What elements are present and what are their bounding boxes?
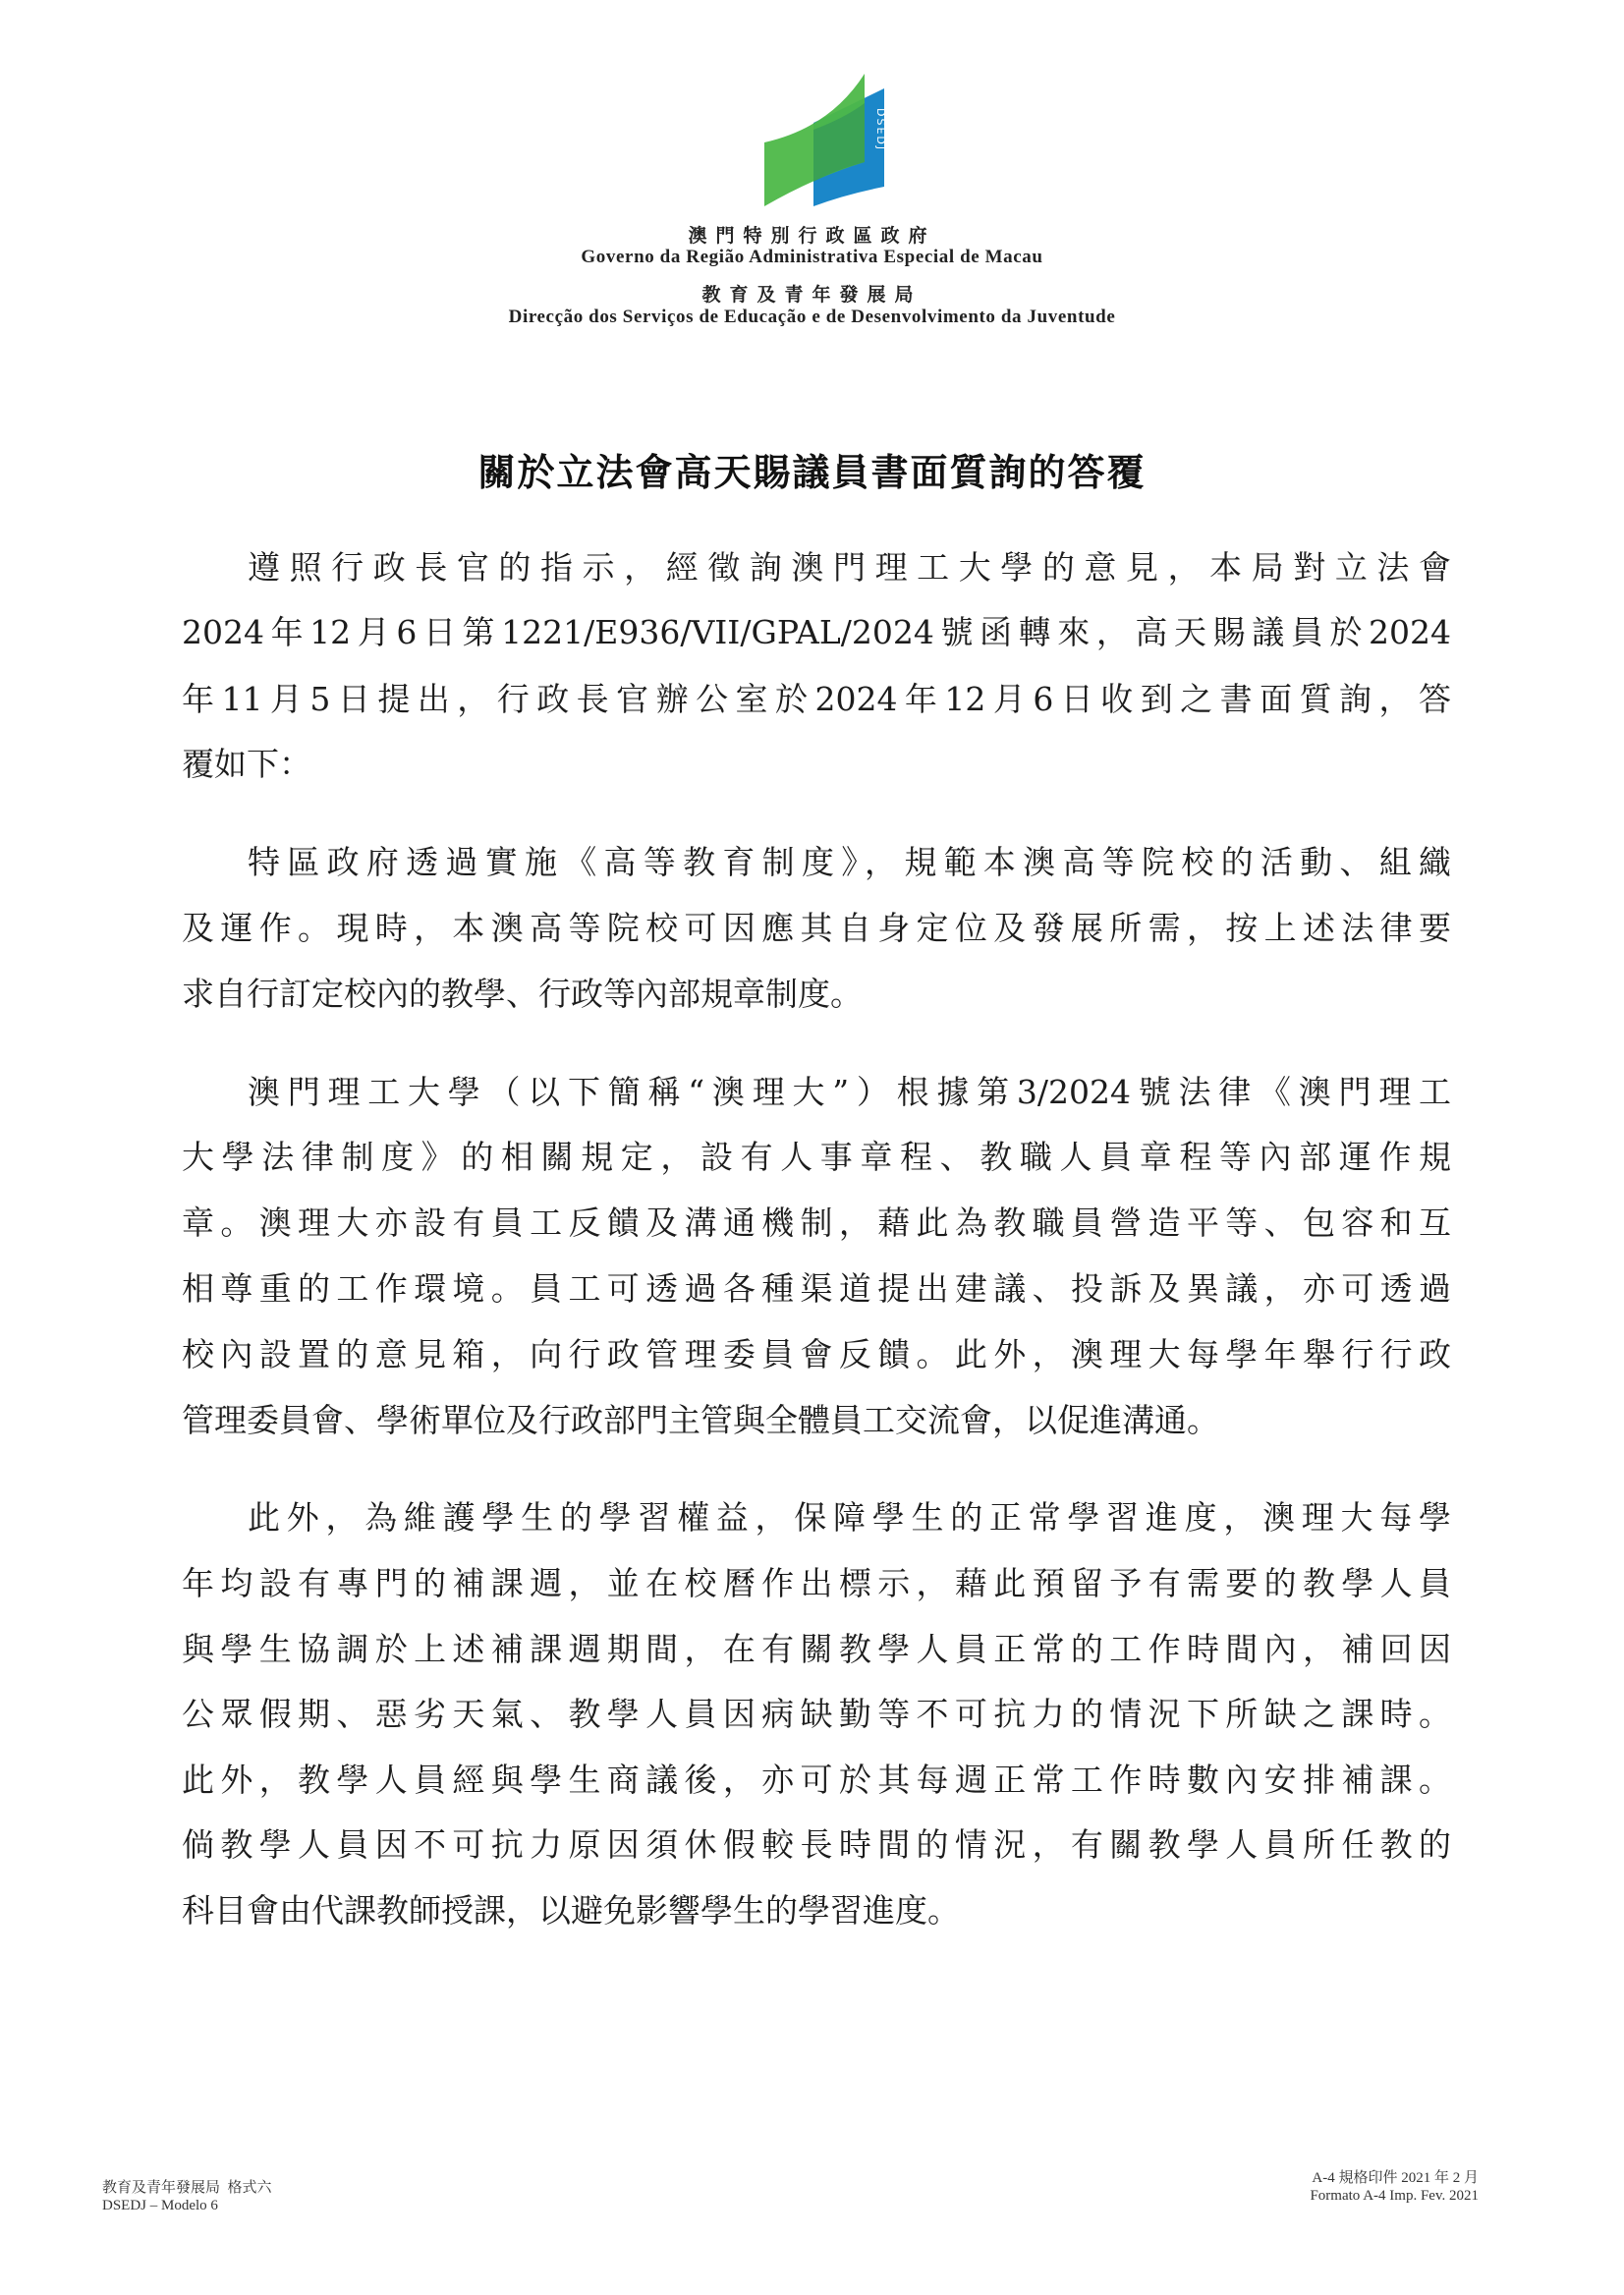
department-name-pt: Direcção dos Serviços de Educação e de Desenvolvimento da Juventude	[508, 307, 1116, 327]
footer-print-format-pt: Formato A-4 Imp. Fev. 2021	[1310, 2188, 1479, 2204]
government-name-pt: Governo da Região Administrativa Especial de Macau	[581, 247, 1043, 267]
paragraph-line: 公眾假期、惡劣天氣、教學人員因病缺勤等不可抗力的情況下所缺之課時。	[182, 1695, 1451, 1733]
logo-text: DSEDJ	[874, 108, 887, 152]
dsedj-logo	[756, 69, 904, 211]
paragraph-line: 年11月5日提出，行政長官辦公室於2024年12月6日收到之書面質詢，答	[182, 680, 1451, 718]
paragraph-line: 覆如下：	[182, 745, 311, 783]
paragraph-line: 管理委員會、學術單位及行政部門主管與全體員工交流會，以促進溝通。	[182, 1401, 1219, 1439]
footer-print-format-zh: A-4 規格印件 2021 年 2 月	[1312, 2170, 1479, 2186]
paragraph-line: 遵照行政長官的指示，經徵詢澳門理工大學的意見，本局對立法會	[248, 548, 1451, 587]
logo-graphic-icon	[756, 69, 904, 211]
government-name-zh: 澳門特別行政區政府	[688, 225, 936, 247]
footer-form-model-zh: 教育及青年發展局 格式六	[102, 2180, 272, 2196]
document-title: 關於立法會高天賜議員書面質詢的答覆	[477, 450, 1147, 494]
paragraph-line: 及運作。現時，本澳高等院校可因應其自身定位及發展所需，按上述法律要	[182, 909, 1451, 947]
paragraph-line: 此外，為維護學生的學習權益，保障學生的正常學習進度，澳理大每學	[248, 1498, 1451, 1537]
paragraph-line: 大學法律制度》的相關規定，設有人事章程、教職人員章程等內部運作規	[182, 1138, 1451, 1176]
paragraph-line: 2024年12月6日第1221/E936/VII/GPAL/2024號函轉來，高天賜議員於2024	[182, 613, 1451, 651]
paragraph-line: 澳門理工大學（以下簡稱“澳理大”）根據第3/2024號法律《澳門理工	[248, 1073, 1451, 1111]
paragraph-line: 章。澳理大亦設有員工反饋及溝通機制，藉此為教職員營造平等、包容和互	[182, 1203, 1451, 1242]
footer-print-format	[1310, 2169, 1479, 2205]
paragraph-line: 特區政府透過實施《高等教育制度》，規範本澳高等院校的活動、組織	[248, 843, 1451, 881]
footer-form-model-pt: DSEDJ – Modelo 6	[102, 2198, 218, 2213]
paragraph-line: 科目會由代課教師授課，以避免影響學生的學習進度。	[182, 1891, 960, 1930]
paragraph-line: 年均設有專門的補課週，並在校曆作出標示，藉此預留予有需要的教學人員	[182, 1564, 1451, 1602]
paragraph-line: 校內設置的意見箱，向行政管理委員會反饋。此外，澳理大每學年舉行行政	[182, 1335, 1451, 1373]
paragraph-line: 與學生協調於上述補課週期間，在有關教學人員正常的工作時間內，補回因	[182, 1630, 1451, 1668]
paragraph-line: 相尊重的工作環境。員工可透過各種渠道提出建議、投訴及異議，亦可透過	[182, 1269, 1451, 1308]
paragraph-line: 此外，教學人員經與學生商議後，亦可於其每週正常工作時數內安排補課。	[182, 1761, 1451, 1799]
paragraph-line: 倘教學人員因不可抗力原因須休假較長時間的情況，有關教學人員所任教的	[182, 1825, 1451, 1864]
paragraph-line: 求自行訂定校內的教學、行政等內部規章制度。	[182, 975, 863, 1013]
footer-form-model	[102, 2179, 272, 2214]
department-name-zh: 教育及青年發展局	[701, 284, 923, 306]
